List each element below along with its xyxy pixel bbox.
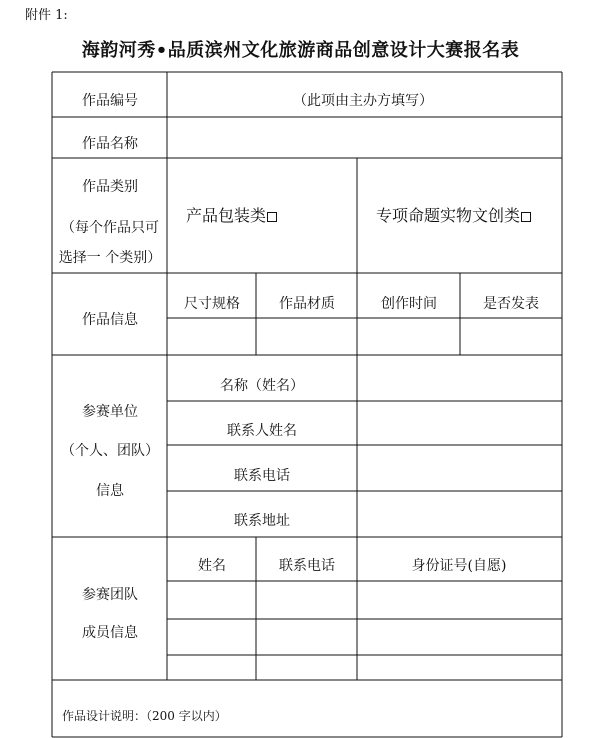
work-info-col-published: 是否发表 [483, 296, 539, 312]
entrant-field-phone: 联系电话 [234, 468, 290, 484]
work-name-label: 作品名称 [82, 136, 138, 152]
form-title: 海韵河秀•品质滨州文化旅游商品创意设计大赛报名表 [81, 40, 520, 61]
category-option-packaging-label: 产品包装类 [186, 206, 267, 225]
checkbox-icon[interactable] [267, 212, 277, 222]
work-info-col-material: 作品材质 [279, 296, 335, 312]
team-label-2: 成员信息 [82, 625, 138, 641]
attachment-label: 附件 1: [25, 8, 68, 23]
work-category-label: 作品类别 [82, 179, 138, 195]
work-info-col-size: 尺寸规格 [184, 296, 240, 312]
work-number-label: 作品编号 [82, 93, 138, 109]
category-option-themed-label: 专项命题实物文创类 [376, 206, 521, 225]
team-col-phone: 联系电话 [279, 558, 335, 574]
team-col-name: 姓名 [198, 558, 226, 574]
work-info-label: 作品信息 [82, 312, 138, 328]
team-label-1: 参赛团队 [82, 587, 138, 603]
entrant-label-2: （个人、团队） [61, 443, 159, 459]
work-category-hint-1: （每个作品只可 [61, 220, 159, 236]
work-number-note: （此项由主办方填写） [293, 93, 433, 109]
entrant-field-contact: 联系人姓名 [227, 423, 297, 439]
work-info-col-date: 创作时间 [381, 296, 437, 312]
entrant-field-address: 联系地址 [234, 513, 290, 529]
entrant-field-name: 名称（姓名） [220, 378, 304, 394]
entrant-label-1: 参赛单位 [82, 404, 138, 420]
category-option-themed[interactable] [376, 208, 531, 224]
entrant-label-3: 信息 [96, 483, 124, 499]
team-col-id: 身份证号(自愿) [411, 558, 507, 574]
category-option-packaging[interactable] [186, 208, 277, 224]
work-category-hint-2: 选择一 个类别） [58, 250, 162, 266]
checkbox-icon[interactable] [521, 212, 531, 222]
design-description-label: 作品设计说明：（200 字以内） [62, 709, 227, 723]
